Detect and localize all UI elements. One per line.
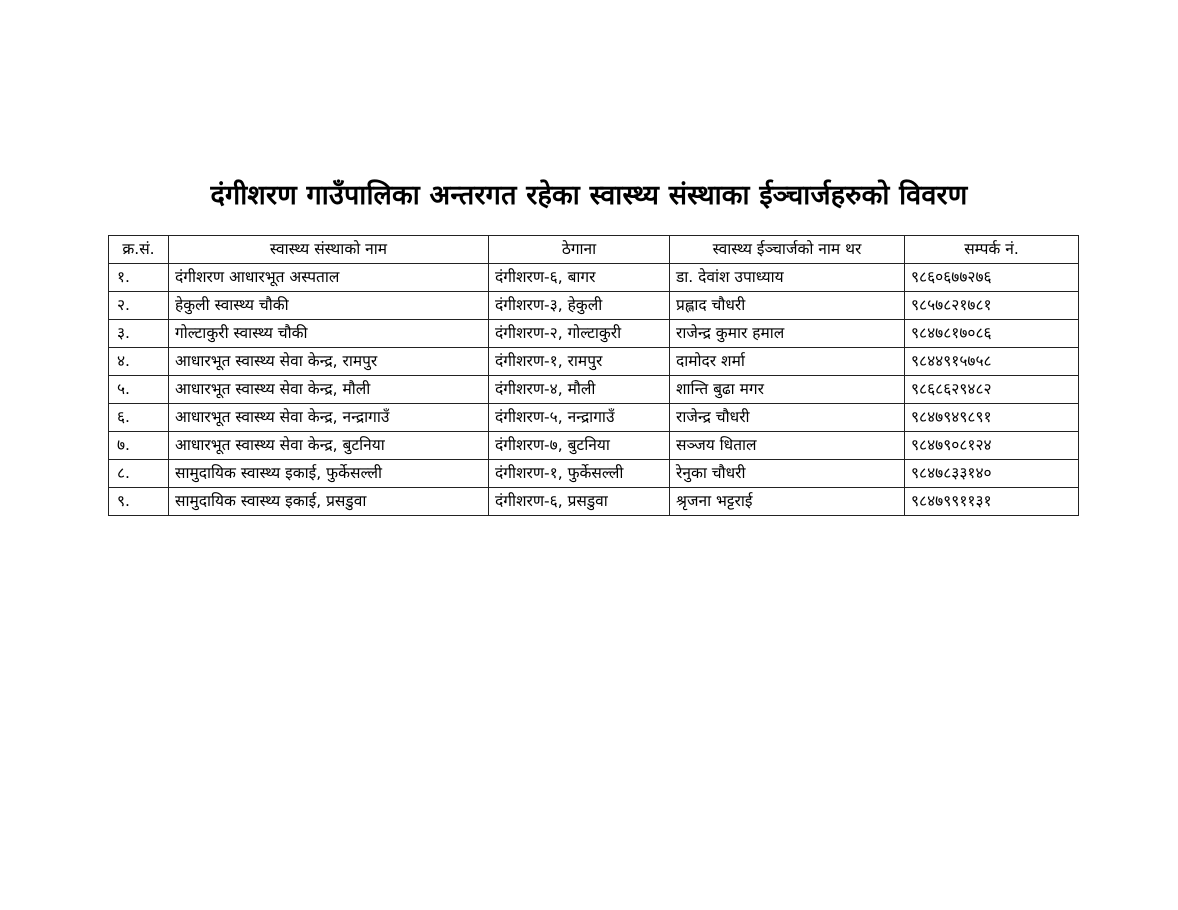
table-row — [109, 404, 1079, 432]
header-serial: क्र.सं. — [109, 236, 169, 264]
header-incharge-name: स्वास्थ्य ईञ्चार्जको नाम थर — [670, 236, 905, 264]
cell-incharge-name: दामोदर शर्मा — [670, 348, 905, 376]
cell-contact-number: ९८६८६२९४८२ — [905, 376, 1079, 404]
table-header-row — [109, 236, 1079, 264]
table-row — [109, 264, 1079, 292]
cell-serial: ५. — [109, 376, 169, 404]
cell-address: दंगीशरण-३, हेकुली — [489, 292, 670, 320]
header-address: ठेगाना — [489, 236, 670, 264]
cell-address: दंगीशरण-६, बागर — [489, 264, 670, 292]
cell-serial: ३. — [109, 320, 169, 348]
cell-address: दंगीशरण-४, मौली — [489, 376, 670, 404]
cell-institution-name: आधारभूत स्वास्थ्य सेवा केन्द्र, रामपुर — [169, 348, 489, 376]
cell-incharge-name: सञ्जय धिताल — [670, 432, 905, 460]
cell-contact-number: ९८४७८१७०८६ — [905, 320, 1079, 348]
header-institution-name: स्वास्थ्य संस्थाको नाम — [169, 236, 489, 264]
header-contact-number: सम्पर्क नं. — [905, 236, 1079, 264]
cell-institution-name: आधारभूत स्वास्थ्य सेवा केन्द्र, बुटनिया — [169, 432, 489, 460]
cell-incharge-name: श्रृजना भट्टराई — [670, 488, 905, 516]
cell-contact-number: ९८४७९०८१२४ — [905, 432, 1079, 460]
cell-serial: २. — [109, 292, 169, 320]
cell-contact-number: ९८४७८३३१४० — [905, 460, 1079, 488]
cell-address: दंगीशरण-५, नन्द्रागाउँ — [489, 404, 670, 432]
cell-serial: ७. — [109, 432, 169, 460]
cell-institution-name: आधारभूत स्वास्थ्य सेवा केन्द्र, मौली — [169, 376, 489, 404]
cell-incharge-name: रेनुका चौधरी — [670, 460, 905, 488]
table-row — [109, 488, 1079, 516]
cell-institution-name: आधारभूत स्वास्थ्य सेवा केन्द्र, नन्द्रागाउँ — [169, 404, 489, 432]
table-row — [109, 348, 1079, 376]
health-incharge-table — [108, 235, 1079, 516]
cell-address: दंगीशरण-६, प्रसडुवा — [489, 488, 670, 516]
cell-contact-number: ९८५७८२१७८१ — [905, 292, 1079, 320]
table-row — [109, 460, 1079, 488]
cell-incharge-name: शान्ति बुढा मगर — [670, 376, 905, 404]
table-row — [109, 320, 1079, 348]
cell-institution-name: दंगीशरण आधारभूत अस्पताल — [169, 264, 489, 292]
cell-incharge-name: राजेन्द्र कुमार हमाल — [670, 320, 905, 348]
cell-address: दंगीशरण-१, फुर्केसल्ली — [489, 460, 670, 488]
cell-institution-name: सामुदायिक स्वास्थ्य इकाई, प्रसडुवा — [169, 488, 489, 516]
cell-contact-number: ९८४७९९११३१ — [905, 488, 1079, 516]
cell-incharge-name: डा. देवांश उपाध्याय — [670, 264, 905, 292]
cell-serial: ६. — [109, 404, 169, 432]
cell-institution-name: सामुदायिक स्वास्थ्य इकाई, फुर्केसल्ली — [169, 460, 489, 488]
cell-serial: ९. — [109, 488, 169, 516]
cell-contact-number: ९८४४९१५७५८ — [905, 348, 1079, 376]
table-row — [109, 432, 1079, 460]
cell-incharge-name: प्रह्लाद चौधरी — [670, 292, 905, 320]
table-row — [109, 376, 1079, 404]
cell-contact-number: ९८६०६७७२७६ — [905, 264, 1079, 292]
table-row — [109, 292, 1079, 320]
cell-contact-number: ९८४७९४९८९१ — [905, 404, 1079, 432]
cell-address: दंगीशरण-७, बुटनिया — [489, 432, 670, 460]
cell-serial: ४. — [109, 348, 169, 376]
cell-serial: ८. — [109, 460, 169, 488]
cell-incharge-name: राजेन्द्र चौधरी — [670, 404, 905, 432]
cell-address: दंगीशरण-२, गोल्टाकुरी — [489, 320, 670, 348]
cell-address: दंगीशरण-१, रामपुर — [489, 348, 670, 376]
cell-serial: १. — [109, 264, 169, 292]
page-title: दंगीशरण गाउँपालिका अन्तरगत रहेका स्वास्थ्य संस्थाका ईञ्चार्जहरुको विवरण — [210, 180, 968, 211]
cell-institution-name: गोल्टाकुरी स्वास्थ्य चौकी — [169, 320, 489, 348]
cell-institution-name: हेकुली स्वास्थ्य चौकी — [169, 292, 489, 320]
